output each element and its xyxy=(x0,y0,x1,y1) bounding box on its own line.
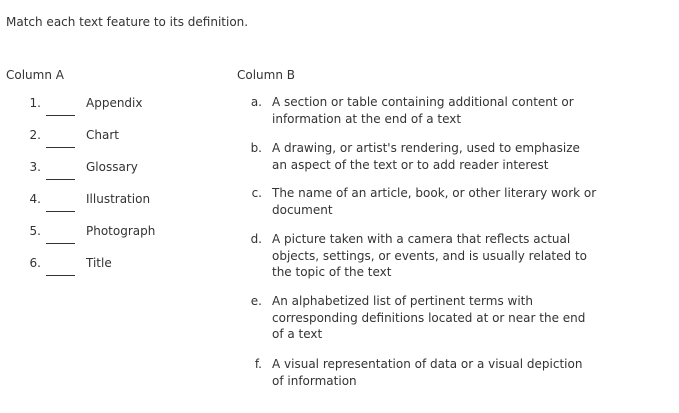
answer-blank[interactable] xyxy=(46,115,75,116)
item-letter: a. xyxy=(250,95,262,109)
term-label: Glossary xyxy=(86,160,138,174)
term-label: Title xyxy=(86,256,112,270)
item-letter: e. xyxy=(250,294,262,308)
item-number: 4. xyxy=(29,192,41,206)
answer-blank[interactable] xyxy=(46,147,75,148)
column-a-item xyxy=(0,159,230,189)
item-number: 6. xyxy=(29,256,41,270)
item-letter: f. xyxy=(254,357,262,371)
term-label: Photograph xyxy=(86,224,156,238)
answer-blank[interactable] xyxy=(46,275,75,276)
item-number: 1. xyxy=(29,96,41,110)
column-a-item xyxy=(0,95,230,125)
item-letter: b. xyxy=(250,141,262,155)
item-number: 5. xyxy=(29,224,41,238)
column-b-heading: Column B xyxy=(237,68,296,82)
definition-text: An alphabetized list of pertinent terms with corresponding definitions located at or near the end of a text xyxy=(272,294,586,341)
instructions-text: Match each text feature to its definition. xyxy=(6,15,249,29)
item-letter: d. xyxy=(250,232,262,246)
term-label: Illustration xyxy=(86,192,151,206)
column-a-item xyxy=(0,223,230,253)
answer-blank[interactable] xyxy=(46,243,75,244)
column-a-item xyxy=(0,127,230,157)
column-a-heading: Column A xyxy=(6,68,64,82)
definition-text: A visual representation of data or a visual depiction of information xyxy=(272,357,583,388)
item-number: 2. xyxy=(29,128,41,142)
item-number: 3. xyxy=(29,160,41,174)
definition-text: A picture taken with a camera that reflects actual objects, settings, or events, and is usually related to the topic of the text xyxy=(272,232,587,279)
definition-text: A drawing, or artist's rendering, used to emphasize an aspect of the text or to add reader interest xyxy=(272,141,580,172)
definition-text: The name of an article, book, or other literary work or document xyxy=(272,186,597,217)
definition-text: A section or table containing additional content or information at the end of a text xyxy=(272,95,574,126)
answer-blank[interactable] xyxy=(46,211,75,212)
column-a-item xyxy=(0,191,230,221)
column-a-item xyxy=(0,255,230,285)
term-label: Appendix xyxy=(86,96,143,110)
item-letter: c. xyxy=(251,186,262,200)
term-label: Chart xyxy=(86,128,119,142)
answer-blank[interactable] xyxy=(46,179,75,180)
